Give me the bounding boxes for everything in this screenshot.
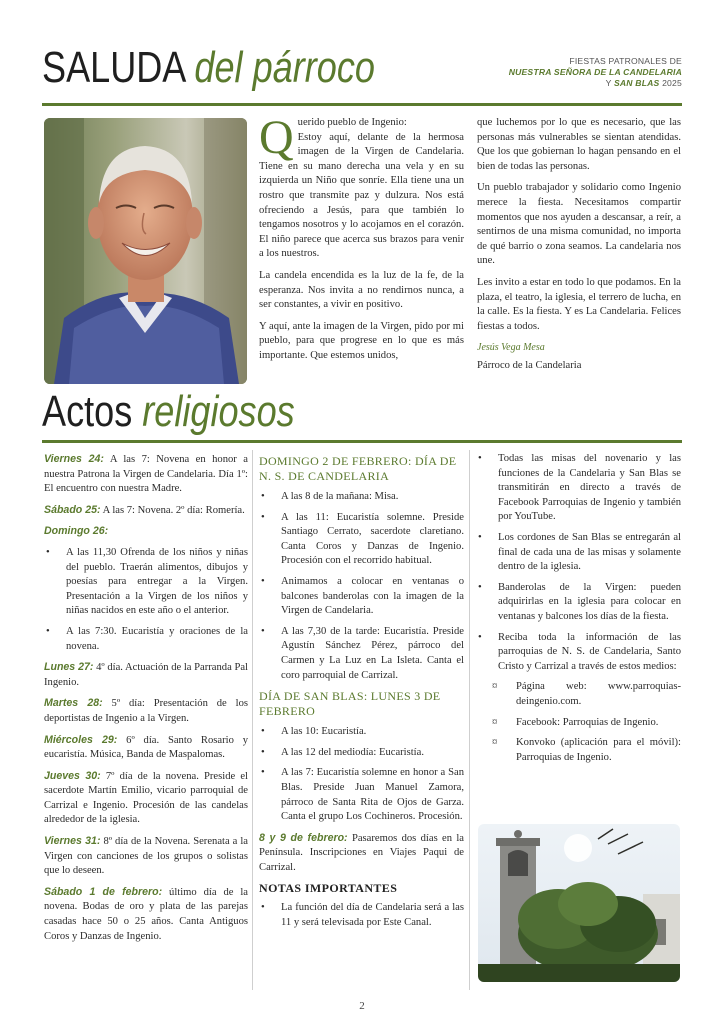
list-item: ¤ Página web: www.parroquias-deingenio.com. [490, 680, 681, 709]
festival-header [509, 56, 682, 89]
letter-column-1 [259, 111, 464, 371]
title-del-parroco: del párroco [194, 43, 375, 92]
actos-column-2 [259, 452, 464, 936]
entry-8-9-febrero: 8 y 9 de febrero: Pasaremos dos días en la Península. Inscripciones en Viajes Paqui de Carrizal. [259, 831, 465, 873]
entry-jueves-30: Jueves 30: 7º día de la novena. Preside el sacerdote Martín Emilio, vicario parroquial de Carrizal e Ingenio. Procesión de las candelas alrededor de la iglesia. [44, 769, 248, 826]
entry-viernes-24: Viernes 24: A las 7: Novena en honor a nuestra Patrona la Virgen de Candelaria. Día 1º: El encuentro con nuestra Madre. [44, 453, 248, 495]
column-divider [469, 450, 470, 990]
list-item: • A las 11,30 Ofrenda de los niños y niñas del pueblo. Traerán alimentos, dibujos y poesías para entregar a la Virgen. Presentación a la Virgen de los niños y niñas nacidos en este año o el anterior. [44, 546, 248, 619]
list-item: • A las 8 de la mañana: Misa. [259, 490, 464, 505]
entry-miercoles-29: Miércoles 29: 6º día. Santo Rosario y eucaristía. Música, Banda de Maspalomas. [44, 733, 248, 761]
list-item: • A las 11: Eucaristía solemne. Preside Santiago Cerrato, sacerdote claretiano. Canta Coros y Danzas de Ingenio. Procesión con el recorrido habitual. [259, 511, 464, 569]
festival-line-2: NUESTRA SEÑORA DE LA CANDELARIA [508, 67, 682, 77]
list-item: • A las 7:30. Eucaristía y oraciones de la novena. [44, 625, 248, 654]
notes-list [476, 452, 681, 674]
title-saluda: SALUDA [42, 43, 185, 92]
list-item: • Banderolas de la Virgen: pueden adquirirlas en la iglesia para colocar en ventanas y balcones los días de la fiesta. [476, 581, 681, 625]
san-blas-list [259, 725, 464, 825]
entry-martes-28: Martes 28: 5º día: Presentación de los deportistas de Ingenio a la Virgen. [44, 697, 248, 724]
subheading-domingo-2: DOMINGO 2 DE FEBRERO: DÍA DE N. S. DE CANDELARIA [259, 454, 457, 483]
letter-paragraph-5: Un pueblo trabajador y solidario como Ingenio merece la fiesta. Necesitamos compartir momentos que nos ayuden a descansar, a reír, a sentirnos de una misma comunidad, no importa de qué barrio o zona seamos. La candelaria nos une. [477, 182, 681, 267]
actos-column-3 [476, 452, 681, 771]
signature: Jesús Vega Mesa [477, 342, 545, 354]
festival-line-3: Y SAN BLAS 2025 [605, 78, 682, 88]
letter-paragraph-2: La candela encendida es la luz de la fe, de la esperanza. Nos invita a no rendirnos nunca, a ser constantes, a vivir en positivo. [259, 269, 464, 311]
page-number: 2 [359, 1000, 365, 1012]
notas-list [259, 901, 464, 930]
drop-cap: Q [259, 111, 294, 164]
list-item: • La función del día de Candelaria será a las 11 y será televisada por Este Canal. [259, 901, 464, 930]
domingo-2-list [259, 490, 464, 683]
letter-paragraph-4: que luchemos por lo que es necesario, que las personas más vulnerables se sientan atendidas. Que los que gobiernan lo hagan pensando en el bien de todas las personas. [477, 117, 681, 172]
church-photo [478, 824, 680, 982]
entry-sabado-25: Sábado 25: A las 7: Novena. 2º día: Romería. [44, 503, 245, 516]
entry-sabado-1: Sábado 1 de febrero: último día de la novena. Bodas de oro y plata de las parejas casadas hace 50 o 25 años. Canta Antiguos Coros y Danzas de Ingenio. [44, 885, 248, 942]
list-item: • Animamos a colocar en ventanas o balcones banderolas con la imagen de la Virgen de Candelaria. [259, 575, 464, 619]
domingo-26-list [44, 546, 248, 654]
list-item: • A las 10: Eucaristía. [259, 725, 464, 740]
header-divider [42, 103, 682, 106]
festival-line-1: FIESTAS PATRONALES DE [569, 56, 682, 66]
list-item: • A las 12 del mediodía: Eucaristía. [259, 746, 464, 761]
list-item: • Reciba toda la información de las parroquias de N. S. de Candelaria, Santo Cristo y Carrizal a través de estos medios: [476, 631, 681, 675]
subheading-san-blas: DÍA DE SAN BLAS: LUNES 3 DE FEBRERO [259, 689, 441, 719]
section-divider [42, 440, 682, 443]
list-item: • Todas las misas del novenario y las funciones de la Candelaria y San Blas se transmitirán en directo a través de Facebook Parroquias de Ingenio y también por YouTube. [476, 452, 681, 525]
letter-paragraph-6: Les invito a estar en todo lo que podamos. En la plaza, el teatro, la iglesia, el terrero de lucha, en la calle. Es la fiesta. Y es La Candelaria. Felices fiestas a todos. [477, 276, 681, 332]
priest-portrait-photo [44, 118, 247, 384]
actos-column-1 [44, 452, 248, 950]
entry-viernes-31: Viernes 31: 8º día de la Novena. Serenata a la Virgen con canciones de los grupos o solistas que lo deseen. [44, 835, 248, 877]
column-divider [252, 450, 253, 990]
notas-heading: NOTAS IMPORTANTES [259, 881, 398, 896]
section-title: Actos religiosos [42, 387, 295, 436]
list-item: • A las 7,30 de la tarde: Eucaristía. Preside Agustín Sánchez Pérez, párroco del Carmen y La Luz en La Isleta. Canta el coro parroquial de Carrizal. [259, 625, 464, 683]
entry-lunes-27: Lunes 27: 4º día. Actuación de la Parranda Pal Ingenio. [44, 661, 249, 688]
letter-paragraph-3: Y aquí, ante la imagen de la Virgen, pido por mi pueblo, para que progrese en lo que es más importante. Que estemos unidos, [259, 320, 464, 361]
letter-paragraph-1: Querido pueblo de Ingenio: Estoy aquí, delante de la hermosa imagen de la Virgen de Candelaria. Tiene en su mano derecha una vela y en su izquierda un Niño que sonríe. Ella tiene una un rostro que transmite paz y dulzura. Nos está ofreciendo a Jesús, para que también lo tengamos nosotros y lo acojamos en el corazón. El niño parece que acerca sus brazos para venir a los nuestros. [259, 111, 464, 260]
letter-column-2 [477, 116, 681, 374]
entry-domingo-26: Domingo 26: [44, 525, 109, 538]
list-item: ¤ Konvoko (aplicación para el móvil): Parroquias de Ingenio. [490, 736, 681, 765]
page-title [42, 43, 375, 92]
media-list [490, 680, 681, 765]
list-item: • Los cordones de San Blas se entregarán al final de cada una de las misas y solamente dentro de la iglesia. [476, 531, 681, 575]
signature-role: Párroco de la Candelaria [477, 359, 582, 371]
list-item: ¤ Facebook: Parroquias de Ingenio. [490, 716, 681, 731]
list-item: • A las 7: Eucaristía solemne en honor a San Blas. Preside Juan Manuel Zamora, párroco de Santa Rita de Ojos de Garza. Canta el grupo Los Cochineros. Procesión. [259, 766, 464, 824]
